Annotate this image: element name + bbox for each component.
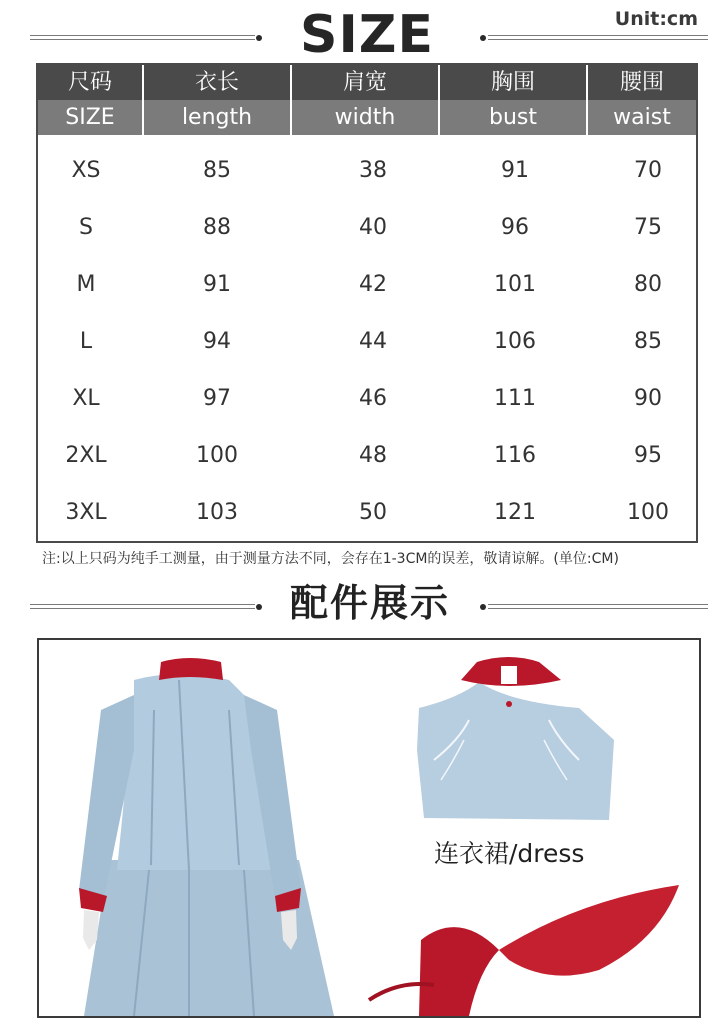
- col-header-size-en: SIZE: [65, 105, 115, 130]
- cell-size: M: [76, 272, 96, 297]
- cell-size: 3XL: [65, 500, 107, 525]
- cell-size: S: [79, 215, 93, 240]
- cell-waist: 90: [634, 386, 662, 411]
- cell-size: XL: [72, 386, 100, 411]
- cell-size: L: [79, 329, 93, 354]
- acc-right-line: [488, 604, 708, 610]
- cell-width: 38: [359, 158, 387, 183]
- cell-waist: 95: [634, 443, 662, 468]
- cell-width: 48: [359, 443, 387, 468]
- cell-length: 100: [196, 443, 238, 468]
- header-left-dot: [256, 35, 262, 41]
- measurement-note: 注:以上只码为纯手工测量，由于测量方法不同，会存在1-3CM的误差，敬请谅解。(单位:CM): [42, 551, 619, 567]
- product-illustration: [39, 640, 699, 1016]
- col-header-waist-en: waist: [613, 105, 671, 130]
- cell-waist: 70: [634, 158, 662, 183]
- dress-caption: 连衣裙/dress: [434, 839, 585, 868]
- cell-width: 40: [359, 215, 387, 240]
- dress-back-view-image: [79, 658, 334, 1016]
- cell-bust: 101: [494, 272, 536, 297]
- cell-waist: 100: [627, 500, 669, 525]
- cell-width: 50: [359, 500, 387, 525]
- cell-length: 85: [203, 158, 231, 183]
- acc-right-dot: [480, 604, 486, 610]
- cell-width: 42: [359, 272, 387, 297]
- cell-width: 46: [359, 386, 387, 411]
- cell-length: 103: [196, 500, 238, 525]
- cell-size: 2XL: [65, 443, 107, 468]
- cell-length: 88: [203, 215, 231, 240]
- col-header-bust-en: bust: [489, 105, 537, 130]
- header-left-line: [30, 35, 255, 41]
- size-title: SIZE: [300, 5, 435, 65]
- col-header-length-en: length: [181, 105, 253, 130]
- col-header-width-en: width: [334, 105, 396, 130]
- dress-top-image: [417, 657, 614, 820]
- cell-length: 94: [203, 329, 231, 354]
- cell-waist: 80: [634, 272, 662, 297]
- accessories-panel: [37, 638, 701, 1018]
- col-header-length-zh: 衣长: [194, 70, 239, 95]
- col-header-width-zh: 肩宽: [342, 70, 387, 95]
- cell-bust: 91: [501, 158, 529, 183]
- col-header-bust-zh: 胸围: [490, 70, 535, 95]
- accessories-title: 配件展示: [289, 581, 450, 625]
- col-header-size-zh: 尺码: [67, 70, 112, 95]
- cell-width: 44: [359, 329, 387, 354]
- unit-label: Unit:cm: [614, 8, 698, 30]
- acc-left-line: [30, 604, 255, 610]
- cell-waist: 75: [634, 215, 662, 240]
- acc-left-dot: [256, 604, 262, 610]
- header-right-line: [488, 35, 708, 41]
- header-right-dot: [480, 35, 486, 41]
- cell-length: 97: [203, 386, 231, 411]
- cell-bust: 111: [494, 386, 536, 411]
- red-ribbon-image: [369, 885, 679, 1016]
- cell-size: XS: [71, 158, 101, 183]
- table-header: [38, 65, 696, 135]
- cell-bust: 96: [501, 215, 529, 240]
- cell-waist: 85: [634, 329, 662, 354]
- col-header-waist-zh: 腰围: [619, 70, 664, 95]
- size-table: [36, 63, 698, 543]
- cell-bust: 116: [494, 443, 536, 468]
- cell-length: 91: [203, 272, 231, 297]
- cell-bust: 121: [494, 500, 536, 525]
- cell-bust: 106: [494, 329, 536, 354]
